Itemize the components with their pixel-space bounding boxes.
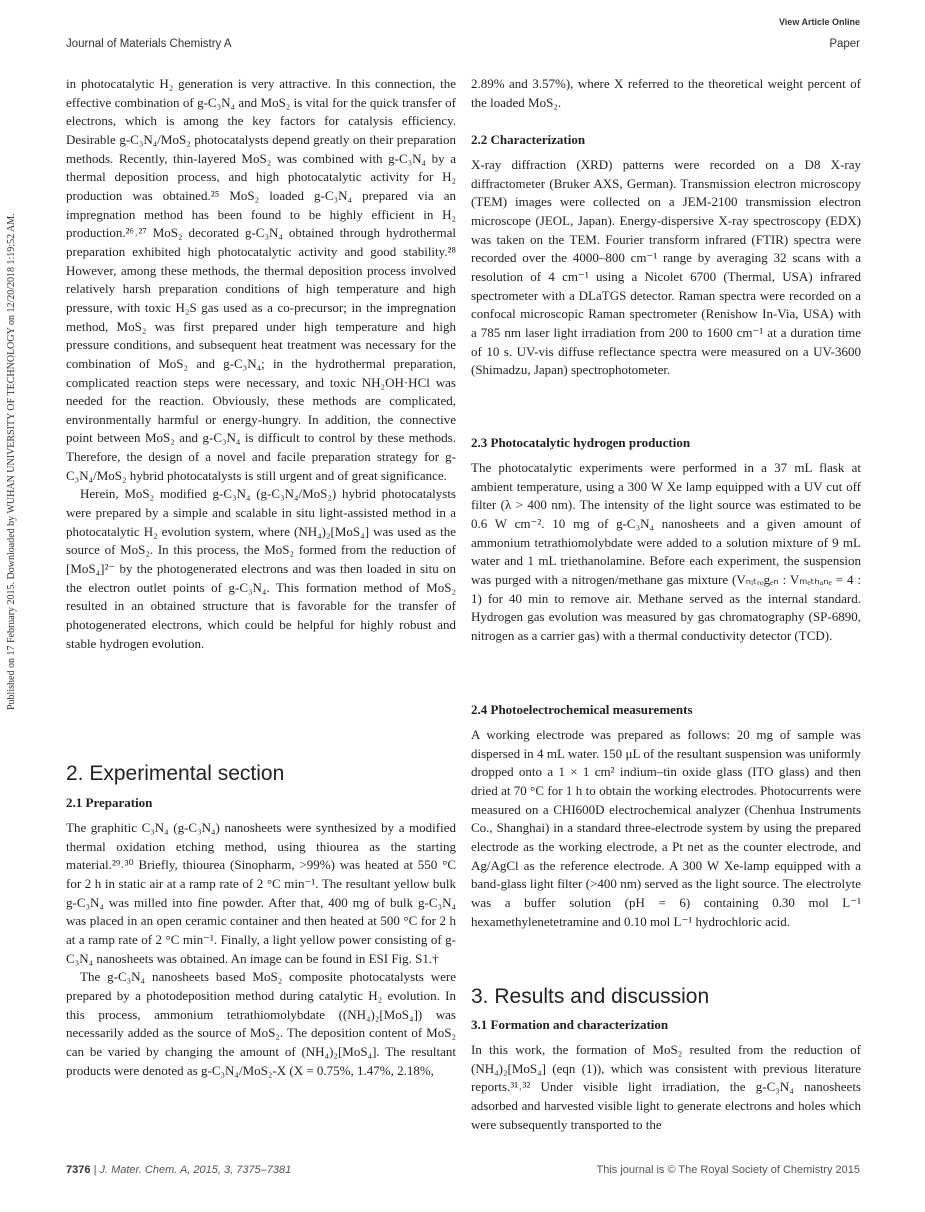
paragraph xyxy=(471,459,861,646)
paragraph: in photocatalytic H₂ generation is very attractive. In this connection, the effective combination of g-C₃N₄ and MoS₂ is vital for the quick transfer of electrons, which is among the key factors for catalysis efficiency. Desirable g-C₃N₄/MoS₂ photocatalysts depend greatly on their preparation methods. Recently, thin-layered MoS₂ was combined with g-C₃N₄ by a thermal deposition process, and high photocatalytic activity for H₂ production was obtained.²⁵ MoS₂ loaded g-C₃N₄ prepared via an impregnation method has been found to be highly efficient in H₂ production.²⁶˒²⁷ MoS₂ decorated g-C₃N₄ obtained through hydrothermal preparation exhibited high photocatalytic activity and good stability.²⁸ However, among these methods, the thermal deposition process involved relatively harsh preparation conditions of high temperature and high pressure, with toxic H₂S gas used as a co-precursor; in the impregnation method, MoS₂ was first prepared under high temperature and high pressure conditions, and subsequent heat treatment was necessary for the combination of MoS₂ and g-C₃N₄; in the hydrothermal preparation, complicated reaction steps were necessary, and toxic NH₂OH·HCl was needed for the reaction. Obviously, these methods are complicated, environmentally harmful or energy-hungry. In addition, the connective point between MoS₂ and g-C₃N₄ is difficult to control by these methods. Therefore, the design of a novel and facile preparation strategy for g-C₃N₄/MoS₂ hybrid photocatalysts is still urgent and of great significance. xyxy=(66,76,456,483)
footer-citation xyxy=(66,1164,291,1176)
left-column-lower xyxy=(66,819,456,1080)
paragraph xyxy=(471,1041,861,1134)
footer-copyright: This journal is © The Royal Society of Chemistry 2015 xyxy=(596,1164,860,1176)
download-note: Published on 17 February 2015. Downloaded by WUHAN UNIVERSITY OF TECHNOLOGY on 12/20/2018 1:19:52 AM. xyxy=(6,213,17,710)
paragraph: The g-C₃N₄ nanosheets based MoS₂ composite photocatalysts were prepared by a photodeposition method during catalytic H₂ evolution. In this process, ammonium tetrathiomolybdate ((NH₄)₂[MoS₄]) was necessarily added as the source of MoS₂. The deposition content of MoS₂ can be varied by changing the amount of (NH₄)₂[MoS₄]. The resultant products were denoted as g-C₃N₄/MoS₂-X (X = 0.75%, 1.47%, 2.18%, xyxy=(66,969,456,1078)
paragraph-text: The photocatalytic experiments were performed in a 37 mL flask at ambient temperature, using a 300 W Xe lamp equipped with a UV cut off filter (λ > 400 nm). The intensity of the light source was estimated to be 0.6 W cm⁻². 10 mg of g-C₃N₄ nanosheets and a given amount of ammonium tetrathiomolybdate were added to a solution mixture of 9 mL water and 1 mL triethanolamine. Before each experiment, the suspension was purged with a nitrogen/methane gas mixture (Vₙᵢₜᵣₒgₑₙ : Vₘₑₜₕₐₙₑ = 4 : 1) for 40 min to remove air. Methane served as the internal standard. Hydrogen gas evolution was measured by gas chromatography (SP-6890, nitrogen as a carrier gas) with a thermal conductivity detector (TCD). xyxy=(471,460,861,643)
view-article-online-link[interactable]: View Article Online xyxy=(778,17,860,27)
page-number: 7376 xyxy=(66,1164,91,1176)
paragraph-text: A working electrode was prepared as follows: 20 mg of sample was dispersed in 4 mL water. 150 μL of the resultant suspension was uniformly dropped onto a 1 × 1 cm² indium–tin oxide glass (ITO glass) and then dried at 70 °C for 1 h to obtain the working electrodes. Photocurrents were measured on a CHI600D electrochemical analyzer (Chenhua Instruments Co., Shanghai) in a standard three-electrode system by using the prepared electrode as the working electrode, a Pt net as the counter electrode, and Ag/AgCl as the reference electrode. A 300 W Xe-lamp equipped with a band-glass light filter (>400 nm) served as the light source. The electrolyte was a buffer solution (pH = 6) containing 0.30 mol L⁻¹ hexamethylenetetramine and 0.10 mol L⁻¹ hydrochloric acid. xyxy=(471,727,861,929)
subsection-heading: 3.1 Formation and characterization xyxy=(471,1017,669,1032)
subsection-heading: 2.2 Characterization xyxy=(471,132,586,147)
paragraph xyxy=(471,156,861,380)
section-heading: 3. Results and discussion xyxy=(471,985,710,1008)
citation: | J. Mater. Chem. A, 2015, 3, 7375–7381 xyxy=(93,1164,292,1176)
paragraph: Herein, MoS₂ modified g-C₃N₄ (g-C₃N₄/MoS₂) hybrid photocatalysts were prepared by a simple and scalable in situ light-assisted method in a photocatalytic H₂ evolution system, where (NH₄)₂[MoS₄] was used as the source of MoS₂. In this process, the MoS₂ formed from the reduction of [MoS₄]²⁻ by the photogenerated electrons and was then loaded in situ on the electron outlet points of g-C₃N₄. This formation method of MoS₂ resulted in an obtained structure that is favorable for the transfer of photogenerated electrons, which could be helpful for highly robust and stable hydrogen evolution. xyxy=(66,486,456,651)
subsection-heading: 2.3 Photocatalytic hydrogen production xyxy=(471,435,691,450)
subsection-heading: 2.1 Preparation xyxy=(66,795,153,810)
paragraph xyxy=(471,726,861,931)
paragraph: The graphitic C₃N₄ (g-C₃N₄) nanosheets were synthesized by a modified thermal oxidation etching method, using thiourea as the starting material.²⁹˒³⁰ Briefly, thiourea (Sinopharm, >99%) was heated at 550 °C for 2 h in static air at a ramp rate of 2 °C min⁻¹. The resultant yellow bulk g-C₃N₄ was milled into fine powder. After that, 400 mg of bulk g-C₃N₄ was placed in an open ceramic container and then heated at 500 °C for 2 h at a ramp rate of 2 °C min⁻¹. Finally, a light yellow power consisting of g-C₃N₄ nanosheets was obtained. An image can be found in ESI Fig. S1.† xyxy=(66,820,456,966)
subsection-heading: 2.4 Photoelectrochemical measurements xyxy=(471,702,693,717)
paragraph-text: X-ray diffraction (XRD) patterns were recorded on a D8 X-ray diffractometer (Bruker AXS, German). Transmission electron microscopy (TEM) images were collected on a JEM-2100 transmission electron microscope (JEOL, Japan). Energy-dispersive X-ray spectroscopy (EDX) was taken on the TEM. Fourier transform infrared (FTIR) spectra were recorded over the 4000–800 cm⁻¹ range by averaging 32 scans with a resolution of 4 cm⁻¹ using a Nicolet 6700 (Thermal, USA) infrared spectrometer with a DLaTGS detector. Raman spectra were recorded on a confocal microscopic Raman spectrometer (Renishow In-Via, USA) with a 785 nm laser light irradiation from 200 to 1600 cm⁻¹ at a duration time of 10 s. UV-vis diffuse reflectance spectra were measured on a UV-3600 (Shimadzu, Japan) spectrophotometer. xyxy=(471,157,861,378)
article-type: Paper xyxy=(829,38,860,50)
journal-name: Journal of Materials Chemistry A xyxy=(66,38,232,50)
paragraph-text: 2.89% and 3.57%), where X referred to the theoretical weight percent of the loaded MoS₂. xyxy=(471,76,861,110)
paragraph xyxy=(471,75,861,112)
left-column xyxy=(66,75,456,653)
paragraph-text: In this work, the formation of MoS₂ resulted from the reduction of (NH₄)₂[MoS₄] (eqn (1)), which was consistent with previous literature reports.³¹˒³² Under visible light irradiation, the g-C₃N₄ nanosheets adsorbed and harvested visible light to generate electrons and holes which were subsequently transported to the xyxy=(471,1042,861,1132)
download-watermark xyxy=(6,110,20,710)
section-heading: 2. Experimental section xyxy=(66,762,285,785)
